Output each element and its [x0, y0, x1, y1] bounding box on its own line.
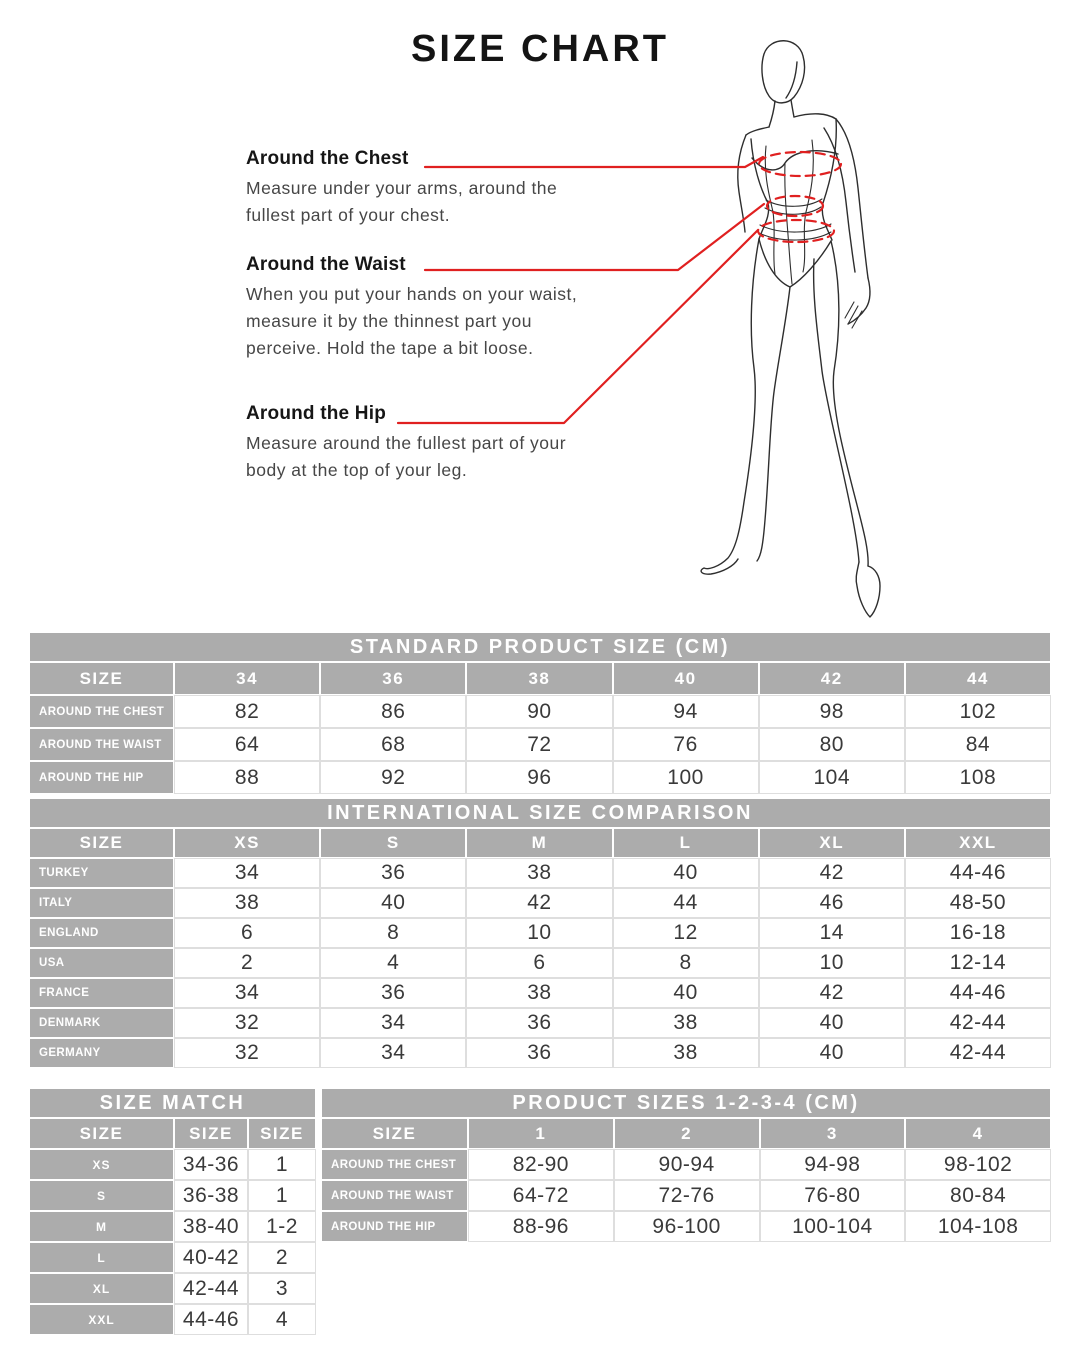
data-cell: 40	[614, 979, 758, 1007]
row-label: AROUND THE CHEST	[30, 696, 173, 727]
hip-measure-ellipse	[758, 220, 834, 242]
row-label: XL	[30, 1274, 173, 1303]
row-label: AROUND THE WAIST	[30, 729, 173, 760]
data-cell: 82-90	[469, 1150, 613, 1179]
data-cell: 40	[614, 859, 758, 887]
chest-annotation-heading: Around the Chest	[246, 148, 409, 169]
data-cell: 40	[760, 1009, 904, 1037]
data-cell: 38	[467, 979, 611, 1007]
table-grid	[322, 1119, 1050, 1241]
data-cell: 3	[249, 1274, 315, 1303]
data-cell: 1-2	[249, 1212, 315, 1241]
data-cell: 72-76	[615, 1181, 759, 1210]
waist-annotation	[246, 254, 601, 362]
data-cell: 12-14	[906, 949, 1050, 977]
data-cell: 38	[175, 889, 319, 917]
table-title: PRODUCT SIZES 1-2-3-4 (CM)	[322, 1089, 1050, 1117]
data-cell: 40	[321, 889, 465, 917]
data-cell: 84	[906, 729, 1050, 760]
row-label: USA	[30, 949, 173, 977]
column-header: SIZE	[30, 1119, 173, 1148]
hip-annotation-body: Measure around the fullest part of your body at the top of your leg.	[246, 433, 567, 480]
row-label: ITALY	[30, 889, 173, 917]
data-cell: 12	[614, 919, 758, 947]
data-cell: 42-44	[906, 1039, 1050, 1067]
chest-annotation	[246, 148, 601, 229]
data-cell: 64	[175, 729, 319, 760]
column-header: M	[467, 829, 611, 857]
data-cell: 94	[614, 696, 758, 727]
data-cell: 48-50	[906, 889, 1050, 917]
data-cell: 76-80	[761, 1181, 905, 1210]
table-grid	[30, 663, 1050, 793]
data-cell: 36	[321, 979, 465, 1007]
data-cell: 10	[467, 919, 611, 947]
data-cell: 14	[760, 919, 904, 947]
data-cell: 88-96	[469, 1212, 613, 1241]
column-header: 3	[761, 1119, 905, 1148]
row-label: XXL	[30, 1305, 173, 1334]
data-cell: 96	[467, 762, 611, 793]
column-header: 36	[321, 663, 465, 694]
table-corner-label: SIZE	[30, 829, 173, 857]
row-label: FRANCE	[30, 979, 173, 1007]
data-cell: 44-46	[906, 859, 1050, 887]
data-cell: 42	[760, 979, 904, 1007]
data-cell: 38-40	[175, 1212, 247, 1241]
data-cell: 16-18	[906, 919, 1050, 947]
data-cell: 8	[614, 949, 758, 977]
data-cell: 38	[614, 1039, 758, 1067]
data-cell: 46	[760, 889, 904, 917]
hip-annotation	[246, 403, 601, 484]
row-label: AROUND THE WAIST	[322, 1181, 467, 1210]
row-label: AROUND THE HIP	[30, 762, 173, 793]
page-title: SIZE CHART	[411, 28, 669, 70]
data-cell: 42	[760, 859, 904, 887]
column-header: XXL	[906, 829, 1050, 857]
column-header: 1	[469, 1119, 613, 1148]
data-cell: 2	[249, 1243, 315, 1272]
data-cell: 104-108	[906, 1212, 1050, 1241]
data-cell: 40	[760, 1039, 904, 1067]
data-cell: 72	[467, 729, 611, 760]
column-header: XS	[175, 829, 319, 857]
table-grid	[30, 1119, 315, 1334]
data-cell: 32	[175, 1039, 319, 1067]
row-label: XS	[30, 1150, 173, 1179]
column-header: 42	[760, 663, 904, 694]
row-label: GERMANY	[30, 1039, 173, 1067]
data-cell: 34	[175, 859, 319, 887]
data-cell: 64-72	[469, 1181, 613, 1210]
data-cell: 104	[760, 762, 904, 793]
waist-annotation-body: When you put your hands on your waist, measure it by the thinnest part you perceive. Hold the tape a bit loose.	[246, 284, 578, 358]
table-grid	[30, 829, 1050, 1067]
row-label: ENGLAND	[30, 919, 173, 947]
data-cell: 34	[175, 979, 319, 1007]
data-cell: 44	[614, 889, 758, 917]
data-cell: 40-42	[175, 1243, 247, 1272]
data-cell: 92	[321, 762, 465, 793]
data-cell: 10	[760, 949, 904, 977]
column-header: 4	[906, 1119, 1050, 1148]
column-header: SIZE	[175, 1119, 247, 1148]
row-label: DENMARK	[30, 1009, 173, 1037]
data-cell: 6	[175, 919, 319, 947]
data-cell: 68	[321, 729, 465, 760]
column-header: SIZE	[249, 1119, 315, 1148]
data-cell: 80	[760, 729, 904, 760]
chest-measure-ellipse	[759, 152, 841, 176]
row-label: L	[30, 1243, 173, 1272]
data-cell: 32	[175, 1009, 319, 1037]
data-cell: 8	[321, 919, 465, 947]
column-header: S	[321, 829, 465, 857]
data-cell: 76	[614, 729, 758, 760]
data-cell: 88	[175, 762, 319, 793]
data-cell: 38	[614, 1009, 758, 1037]
data-cell: 2	[175, 949, 319, 977]
table-corner-label: SIZE	[322, 1119, 467, 1148]
data-cell: 1	[249, 1150, 315, 1179]
data-cell: 34-36	[175, 1150, 247, 1179]
international-size-comparison-table	[30, 799, 1050, 1067]
data-cell: 1	[249, 1181, 315, 1210]
table-title: INTERNATIONAL SIZE COMPARISON	[30, 799, 1050, 827]
data-cell: 4	[249, 1305, 315, 1334]
data-cell: 98	[760, 696, 904, 727]
data-cell: 38	[467, 859, 611, 887]
product-sizes-1234-table	[322, 1089, 1050, 1241]
chest-annotation-body: Measure under your arms, around the fullest part of your chest.	[246, 178, 558, 225]
data-cell: 36	[321, 859, 465, 887]
row-label: S	[30, 1181, 173, 1210]
data-cell: 80-84	[906, 1181, 1050, 1210]
data-cell: 34	[321, 1009, 465, 1037]
data-cell: 90-94	[615, 1150, 759, 1179]
data-cell: 36	[467, 1009, 611, 1037]
data-cell: 4	[321, 949, 465, 977]
column-header: L	[614, 829, 758, 857]
data-cell: 42	[467, 889, 611, 917]
table-title: SIZE MATCH	[30, 1089, 315, 1117]
data-cell: 94-98	[761, 1150, 905, 1179]
row-label: AROUND THE CHEST	[322, 1150, 467, 1179]
data-cell: 96-100	[615, 1212, 759, 1241]
hip-annotation-heading: Around the Hip	[246, 403, 387, 424]
column-header: XL	[760, 829, 904, 857]
data-cell: 36-38	[175, 1181, 247, 1210]
row-label: M	[30, 1212, 173, 1241]
data-cell: 82	[175, 696, 319, 727]
row-label: TURKEY	[30, 859, 173, 887]
table-corner-label: SIZE	[30, 663, 173, 694]
data-cell: 44-46	[175, 1305, 247, 1334]
data-cell: 100	[614, 762, 758, 793]
column-header: 44	[906, 663, 1050, 694]
size-match-table	[30, 1089, 315, 1334]
data-cell: 100-104	[761, 1212, 905, 1241]
column-header: 2	[615, 1119, 759, 1148]
standard-product-size-table	[30, 633, 1050, 793]
data-cell: 44-46	[906, 979, 1050, 1007]
data-cell: 36	[467, 1039, 611, 1067]
column-header: 40	[614, 663, 758, 694]
column-header: 38	[467, 663, 611, 694]
data-cell: 102	[906, 696, 1050, 727]
data-cell: 34	[321, 1039, 465, 1067]
data-cell: 108	[906, 762, 1050, 793]
table-title: STANDARD PRODUCT SIZE (CM)	[30, 633, 1050, 661]
data-cell: 86	[321, 696, 465, 727]
column-header: 34	[175, 663, 319, 694]
data-cell: 6	[467, 949, 611, 977]
croquis-outline	[701, 41, 880, 617]
waist-annotation-heading: Around the Waist	[246, 254, 406, 275]
data-cell: 90	[467, 696, 611, 727]
data-cell: 42-44	[175, 1274, 247, 1303]
row-label: AROUND THE HIP	[322, 1212, 467, 1241]
data-cell: 98-102	[906, 1150, 1050, 1179]
data-cell: 42-44	[906, 1009, 1050, 1037]
